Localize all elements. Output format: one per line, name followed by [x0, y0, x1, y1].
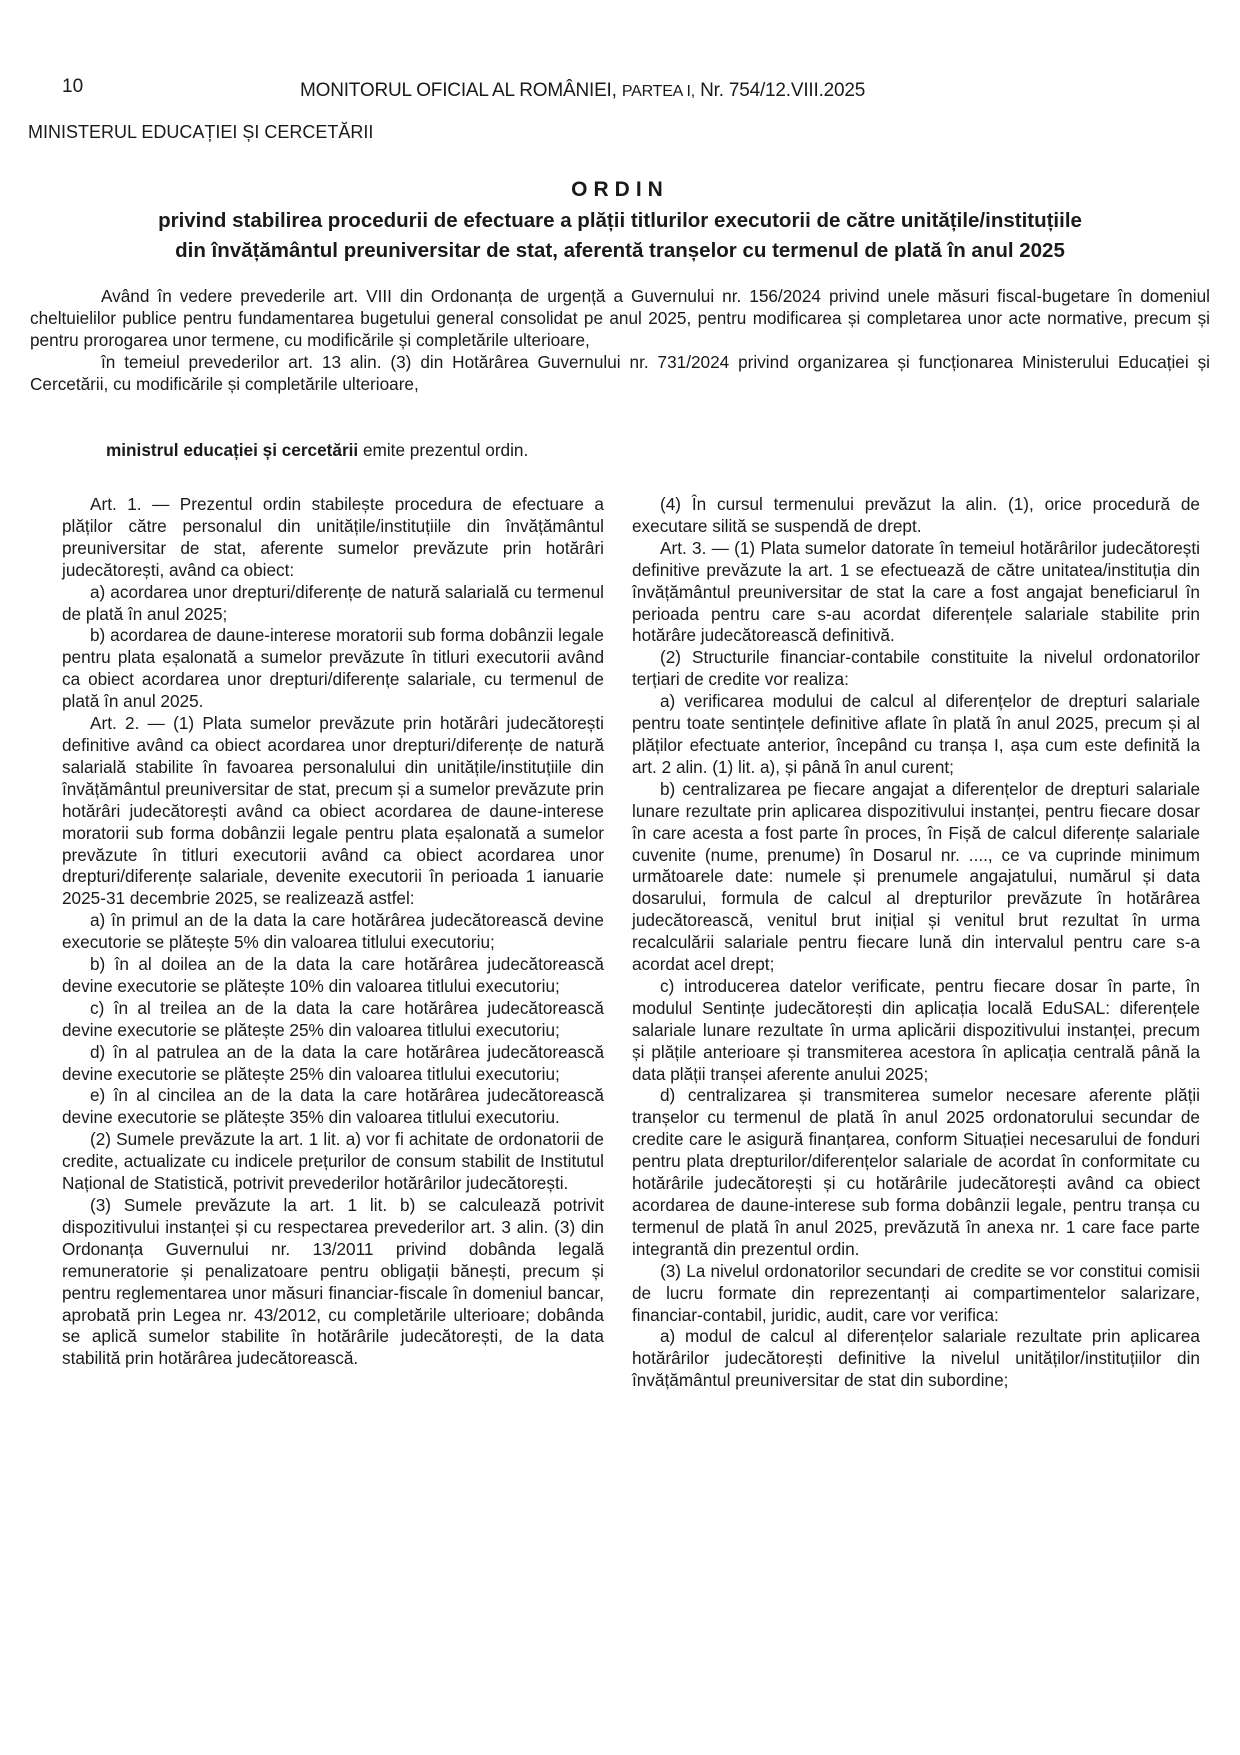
article-paragraph: b) centralizarea pe fiecare angajat a diferențelor de drepturi salariale lunare rezultate prin aplicarea dispozitivului instanței, pentru fiecare dosar în care acesta a fost parte în proces, în Fișă de calcul diferențe salariale cuvenite (nume, prenume) în Dosarul nr. ...., ce va cuprinde minimum următoarele date: numele și prenumele angajatului, numărul și data dosarului, formula de calcul al drepturilor prevăzute în hotărârea judecătorească, venitul brut inițial și venitul brut rezultat în urma recalculării salariale pentru fiecare lună din intervalul pentru care s-a acordat acel drept; [632, 778, 1200, 975]
article-paragraph: e) în al cincilea an de la data la care hotărârea judecătorească devine executorie se plătește 35% din valoarea titlului executoriu. [62, 1085, 604, 1128]
article-paragraph: c) în al treilea an de la data la care hotărârea judecătorească devine executorie se plătește 25% din valoarea titlului executoriu; [62, 997, 604, 1040]
article-paragraph: (3) Sumele prevăzute la art. 1 lit. b) se calculează potrivit dispozitivului instanței și cu respectarea prevederilor art. 3 alin. (3) din Ordonanța Guvernului nr. 13/2011 privind dobânda legală remuneratorie și penalizatoare pentru obligații bănești, precum și pentru reglementarea unor măsuri financiar-fiscale în domeniul bancar, aprobată prin Legea nr. 43/2012, cu completările ulterioare; dobânda se aplică sumelor stabilite în hotărârile judecătorești, de la data stabilită prin hotărârea judecătorească. [62, 1195, 604, 1369]
article-paragraph: b) în al doilea an de la data la care hotărârea judecătorească devine executorie se plătește 10% din valoarea titlului executoriu; [62, 954, 604, 996]
right-column [632, 494, 1200, 1392]
article-paragraph: b) acordarea de daune-interese moratorii sub forma dobânzii legale pentru plata eșalonată a sumelor prevăzute în titluri executorii având ca obiect acordarea unor drepturi/diferențe salariale, cu termenul de plată în anul 2025. [62, 625, 604, 712]
article-paragraph: Art. 1. — Prezentul ordin stabilește procedura de efectuare a plăților către personalul din unitățile/instituțiile din învățământul preuniversitar de stat, aferente sumelor prevăzute prin hotărâri judecătorești, având ca obiect: [62, 494, 604, 580]
article-paragraph: (4) În cursul termenului prevăzut la alin. (1), orice procedură de executare silită se suspendă de drept. [632, 494, 1200, 536]
article-paragraph: Art. 3. — (1) Plata sumelor datorate în temeiul hotărârilor judecătorești definitive prevăzute la art. 1 se efectuează de către unitatea/instituția din învățământul preuniversitar de stat la care a fost angajat beneficiarul în perioada pentru care s-au acordat diferențele salariale stabilite prin hotărâre judecătorească definitivă. [632, 537, 1200, 646]
issuing-authority: ministrul educației și cercetării [106, 440, 359, 460]
issue-number: Nr. 754/12.VIII.2025 [700, 80, 866, 101]
article-paragraph: d) centralizarea și transmiterea sumelor necesare aferente plății tranșelor cu termenul de plată în anul 2025 ordonatorului secundar de credite care le asigură finanțarea, conform Situației necesarului de fonduri pentru plata drepturilor/diferențelor salariale de acordat în conformitate cu hotărârile judecătorești și cu hotărârile judecătorești având ca obiect acordarea de daune-interese sub forma dobânzii legale, pentru tranșa cu termenul de plată în anul 2025, prevăzută în anexa nr. 1 care face parte integrantă din prezentul ordin. [632, 1085, 1200, 1259]
article-paragraph: Art. 2. — (1) Plata sumelor prevăzute prin hotărâri judecătorești definitive având ca obiect acordarea unor drepturi/diferențe de natură salarială stabilite în favoarea personalului din unitățile/instituțiile din învățământul preuniversitar de stat, precum și a sumelor prevăzute prin hotărâri judecătorești având ca obiect acordarea de daune-interese moratorii sub forma dobânzii legale pentru plata eșalonată a sumelor prevăzute în titluri executorii având ca obiect acordarea unor drepturi/diferențe salariale, devenite executorii în perioada 1 ianuarie 2025-31 decembrie 2025, se realizează astfel: [62, 713, 604, 909]
article-paragraph: a) în primul an de la data la care hotărârea judecătorească devine executorie se plătește 5% din valoarea titlului executoriu; [62, 910, 604, 953]
article-paragraph: (2) Structurile financiar-contabile constituite la nivelul ordonatorilor terțiari de credite vor realiza: [632, 647, 1200, 690]
publication-name: MONITORUL OFICIAL AL ROMÂNIEI, [300, 80, 617, 101]
document-type: ORDIN [571, 178, 669, 201]
article-paragraph: (3) La nivelul ordonatorilor secundari de credite se vor constitui comisii de lucru formate din reprezentanți ai compartimentelor salarizare, financiar-contabil, juridic, audit, care vor verifica: [632, 1260, 1200, 1325]
title-block [40, 178, 1200, 266]
issuer: MINISTERUL EDUCAȚIEI ȘI CERCETĂRII [28, 122, 374, 142]
article-paragraph: c) introducerea datelor verificate, pentru fiecare dosar în parte, în modulul Sentințe judecătorești din aplicația locală EduSAL: diferențele salariale lunare rezultate în urma aplicării dispozitivului instanței, precum și plățile anterioare și transmiterea acestora în aplicația centrală până la data plății tranșei aferente anului 2025; [632, 975, 1200, 1084]
running-header [300, 80, 865, 102]
left-column [62, 494, 604, 1370]
title-line-1: privind stabilirea procedurii de efectuare a plății titlurilor executorii de către unitățile/instituțiile [158, 209, 1082, 232]
article-paragraph: a) verificarea modului de calcul al diferențelor de drepturi salariale pentru toate sentințele definitive aflate în plată în anul 2025, precum și al plăților efectuate anterior, începând cu tranșa I, așa cum este definită la art. 2 alin. (1) lit. a), și până în anul curent; [632, 691, 1200, 777]
article-paragraph: a) acordarea unor drepturi/diferențe de natură salarială cu termenul de plată în anul 2025; [62, 581, 604, 624]
page-number: 10 [62, 76, 84, 97]
preamble-paragraph: în temeiul prevederilor art. 13 alin. (3) din Hotărârea Guvernului nr. 731/2024 privind organizarea și funcționarea Ministerului Educației și Cercetării, cu modificările și completările ulterioare, [30, 352, 1210, 394]
article-paragraph: (2) Sumele prevăzute la art. 1 lit. a) vor fi achitate de ordonatorii de credite, actualizate cu indicele prețurilor de consum stabilit de Institutul Național de Statistică, potrivit prevederilor hotărârilor judecătorești. [62, 1129, 604, 1194]
preamble [30, 285, 1210, 395]
issuing-statement [106, 440, 528, 461]
article-paragraph: d) în al patrulea an de la data la care hotărârea judecătorească devine executorie se plătește 25% din valoarea titlului executoriu; [62, 1041, 604, 1084]
issuing-text: emite prezentul ordin. [358, 440, 529, 460]
article-paragraph: a) modul de calcul al diferențelor salariale rezultate prin aplicarea hotărârilor judecătorești definitive la nivelul unităților/instituțiilor din învățământul preuniversitar de stat din subordine; [632, 1326, 1200, 1391]
title-line-2: din învățământul preuniversitar de stat, aferentă tranșelor cu termenul de plată în anul 2025 [175, 239, 1065, 262]
preamble-paragraph: Având în vedere prevederile art. VIII din Ordonanța de urgență a Guvernului nr. 156/2024 privind unele măsuri fiscal-bugetare în domeniul cheltuielilor publice pentru fundamentarea bugetului general consolidat pe anul 2025, pentru modificarea și completarea unor acte normative, precum și pentru prorogarea unor termene, cu modificările și completările ulterioare, [30, 286, 1210, 350]
publication-part: PARTEA I, [621, 83, 696, 100]
